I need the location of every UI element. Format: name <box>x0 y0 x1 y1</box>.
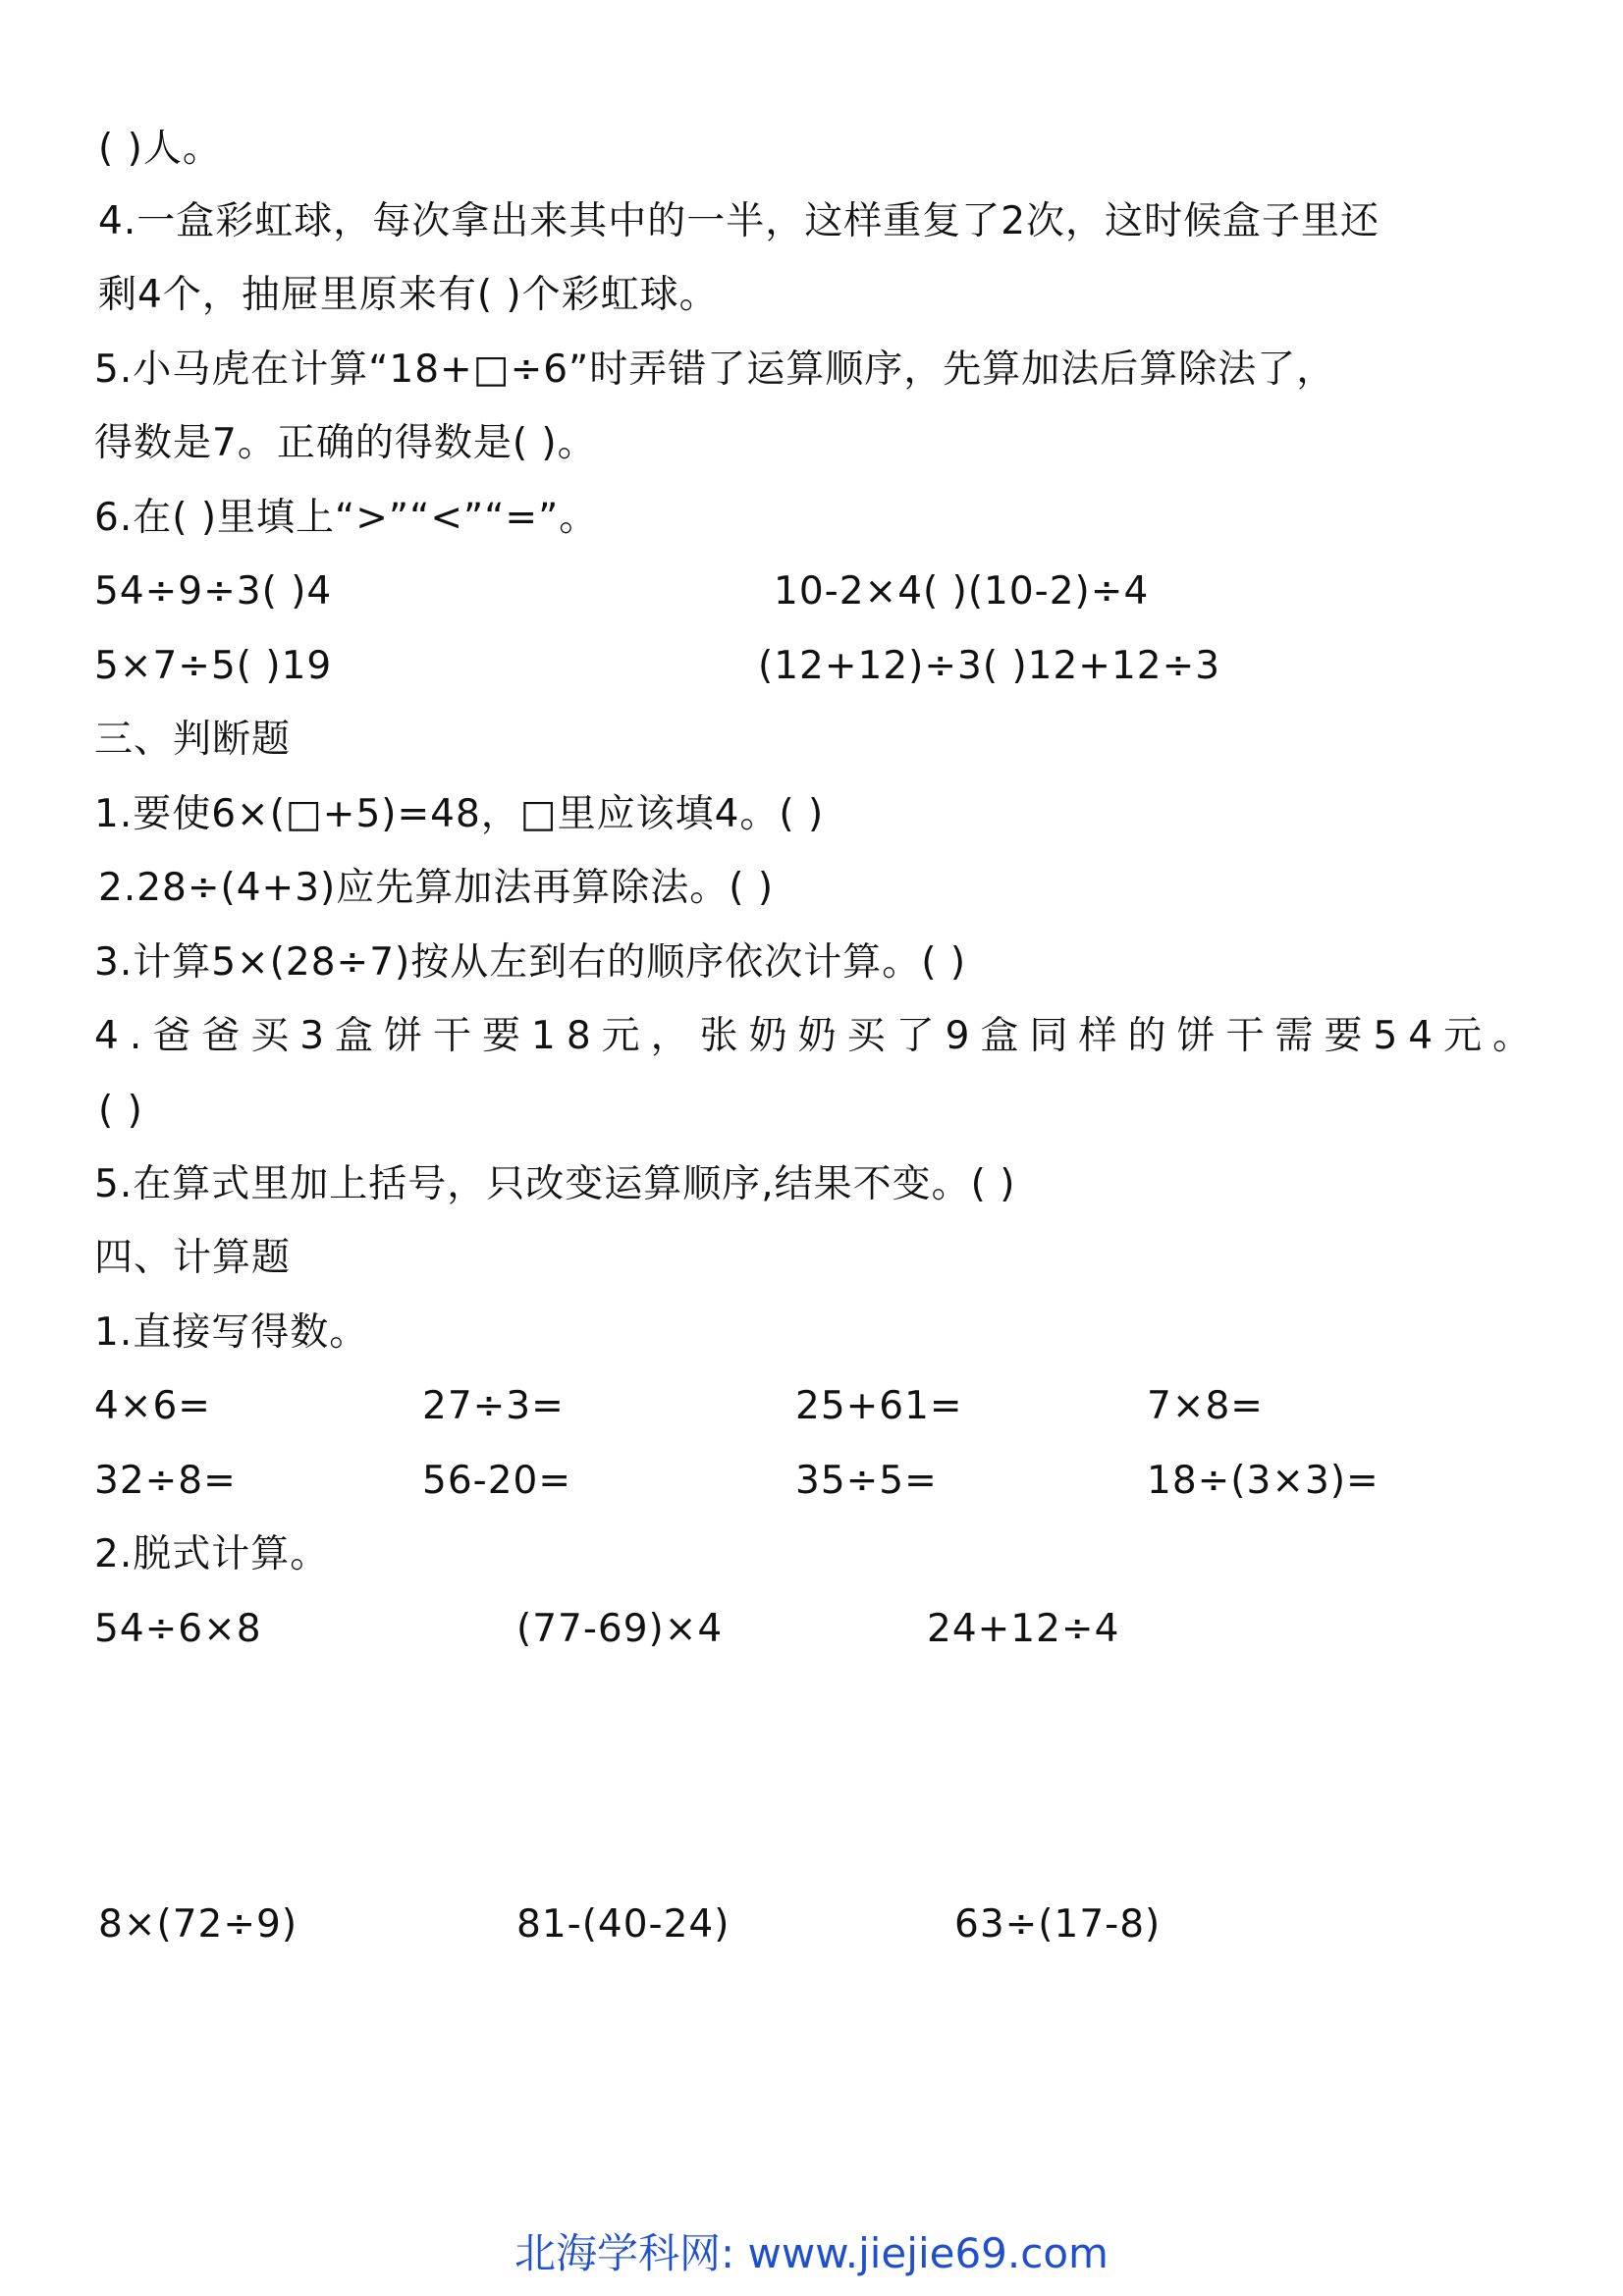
compare-item: 10-2×4( )(10-2)÷4 <box>774 569 1150 614</box>
step-calc-item: (77-69)×4 <box>516 1607 724 1651</box>
calc-sub2-title: 2.脱式计算。 <box>94 1532 330 1576</box>
judge-item: 3.计算5×(28÷7)按从左到右的顺序依次计算。( ) <box>94 940 967 985</box>
direct-calc-item: 32÷8= <box>94 1459 237 1503</box>
judge-item: 2.28÷(4+3)应先算加法再算除法。( ) <box>98 866 775 910</box>
q4-line1: 4.一盒彩虹球，每次拿出来其中的一半，这样重复了2次，这时候盒子里还 <box>98 199 1380 243</box>
judge-item: 5.在算式里加上括号，只改变运算顺序,结果不变。( ) <box>94 1162 1016 1206</box>
calc-sub1-title: 1.直接写得数。 <box>94 1310 369 1355</box>
q3-tail: ( )人。 <box>98 127 222 171</box>
direct-calc-item: 56-20= <box>422 1459 572 1503</box>
compare-item: (12+12)÷3( )12+12÷3 <box>758 644 1221 688</box>
q4-line2: 剩4个，抽屉里原来有( )个彩虹球。 <box>98 273 719 317</box>
compare-item: 54÷9÷3( )4 <box>94 569 333 614</box>
step-calc-item: 8×(72÷9) <box>98 1902 298 1947</box>
section-heading-calc: 四、计算题 <box>94 1236 292 1280</box>
step-calc-item: 81-(40-24) <box>516 1902 730 1947</box>
section-heading-judge: 三、判断题 <box>94 718 292 762</box>
compare-item: 5×7÷5( )19 <box>94 644 333 688</box>
direct-calc-item: 7×8= <box>1147 1384 1264 1428</box>
direct-calc-item: 18÷(3×3)= <box>1147 1459 1380 1503</box>
judge-item: 1.要使6×(□+5)=48，□里应该填4。( ) <box>94 792 825 836</box>
q5-line2: 得数是7。正确的得数是( )。 <box>94 421 597 465</box>
direct-calc-item: 27÷3= <box>422 1384 565 1428</box>
step-calc-item: 63÷(17-8) <box>954 1902 1162 1947</box>
q6-title: 6.在( )里填上“>”“<”“=”。 <box>94 496 599 540</box>
direct-calc-item: 35÷5= <box>795 1459 938 1503</box>
footer-site-link[interactable]: 北海学科网: www.jiejie69.com <box>514 2229 1109 2277</box>
judge-item-blank: ( ) <box>98 1089 143 1133</box>
judge-item: 4.爸爸买3盒饼干要18元，张奶奶买了9盒同样的饼干需要54元。 <box>94 1014 1542 1058</box>
q5-line1: 5.小马虎在计算“18+□÷6”时弄错了运算顺序，先算加法后算除法了， <box>94 347 1336 392</box>
direct-calc-item: 25+61= <box>795 1384 963 1428</box>
step-calc-item: 54÷6×8 <box>94 1607 262 1651</box>
step-calc-item: 24+12÷4 <box>927 1607 1120 1651</box>
direct-calc-item: 4×6= <box>94 1384 211 1428</box>
